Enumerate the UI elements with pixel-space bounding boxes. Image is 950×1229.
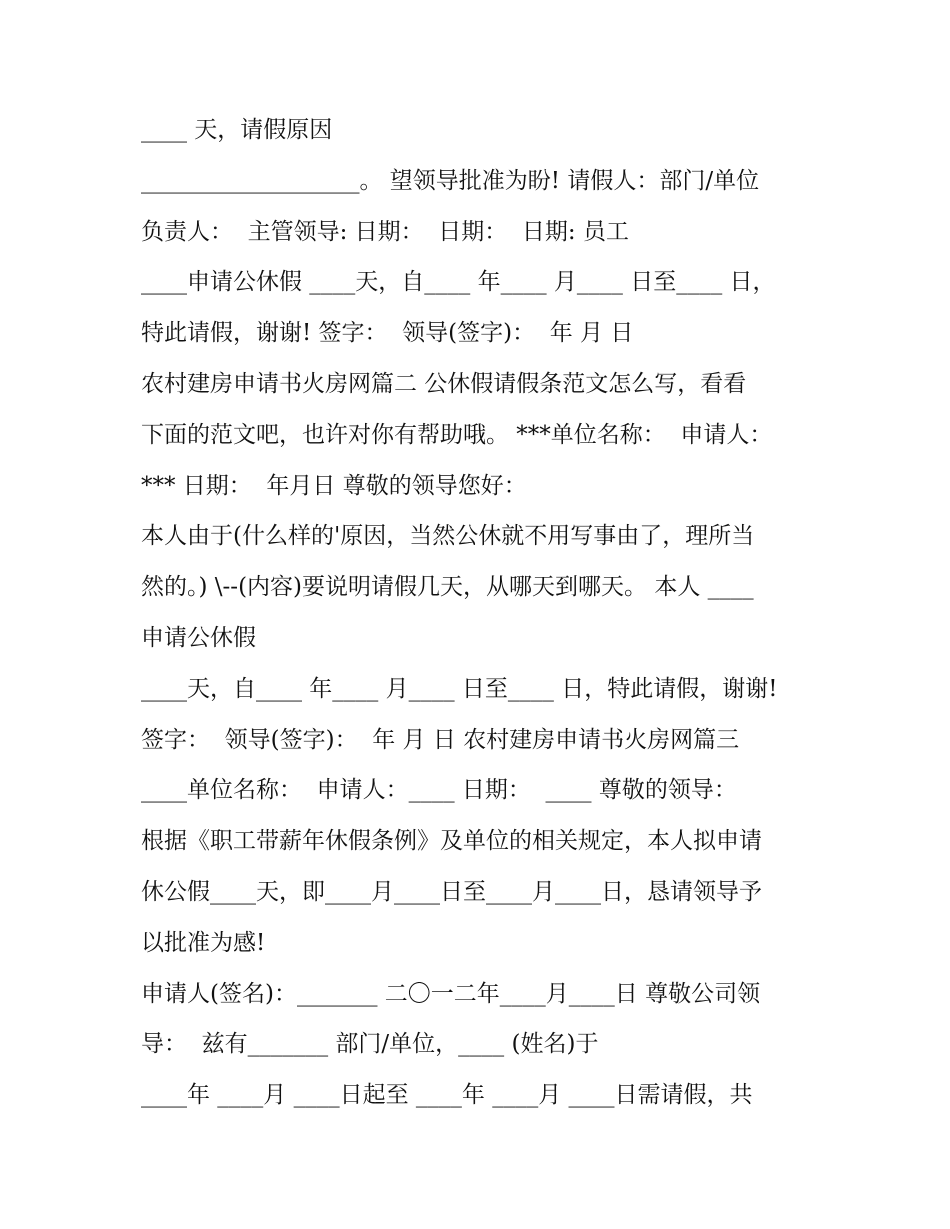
text-line: ____单位名称： 申请人：____ 日期： ____ 尊敬的领导：	[141, 777, 737, 804]
text-line: ____ 天，请假原因	[141, 117, 333, 143]
text-line: 农村建房申请书火房网篇二 公休假请假条范文怎么写，看看	[141, 370, 747, 397]
text-line: 签字： 领导(签字)： 年 月 日 农村建房申请书火房网篇三	[141, 726, 740, 753]
text-line: 然的。) \--(内容)要说明请假几天，从哪天到哪天。 本人 ____	[141, 574, 754, 601]
text-line: *** 日期： 年月日 尊敬的领导您好：	[141, 472, 527, 499]
text-line: 负责人： 主管领导: 日期： 日期： 日期: 员工	[141, 218, 629, 245]
text-line: ____申请公休假 ____天，自____ 年____ 月____ 日至____ 日，	[141, 269, 776, 296]
text-line: 休公假____天，即____月____日至____月____日，恳请领导予	[141, 878, 762, 905]
text-line: 根据《职工带薪年休假条例》及单位的相关规定，本人拟申请	[141, 828, 762, 855]
document-body	[141, 111, 841, 1127]
text-line: 申请人(签名)：_______ 二〇一二年____月____日 尊敬公司领	[141, 980, 761, 1007]
text-line: 下面的范文吧，也许对你有帮助哦。 ***单位名称： 申请人：	[141, 421, 773, 448]
text-line: 特此请假，谢谢! 签字： 领导(签字)： 年 月 日	[141, 320, 634, 347]
text-line: ___________________。 望领导批准为盼! 请假人：部门/单位	[141, 167, 760, 194]
text-line: ____天，自____ 年____ 月____ 日至____ 日，特此请假，谢谢!	[141, 675, 778, 702]
text-line: 申请公休假	[141, 624, 256, 651]
text-line: ____年 ____月 ____日起至 ____年 ____月 ____日需请假，共	[141, 1082, 753, 1109]
text-line: 本人由于(什么样的'原因，当然公休就不用写事由了，理所当	[141, 523, 755, 550]
text-line: 导： 兹有_______ 部门/单位，____ (姓名)于	[141, 1031, 599, 1058]
text-line: 以批准为感!	[141, 929, 266, 956]
